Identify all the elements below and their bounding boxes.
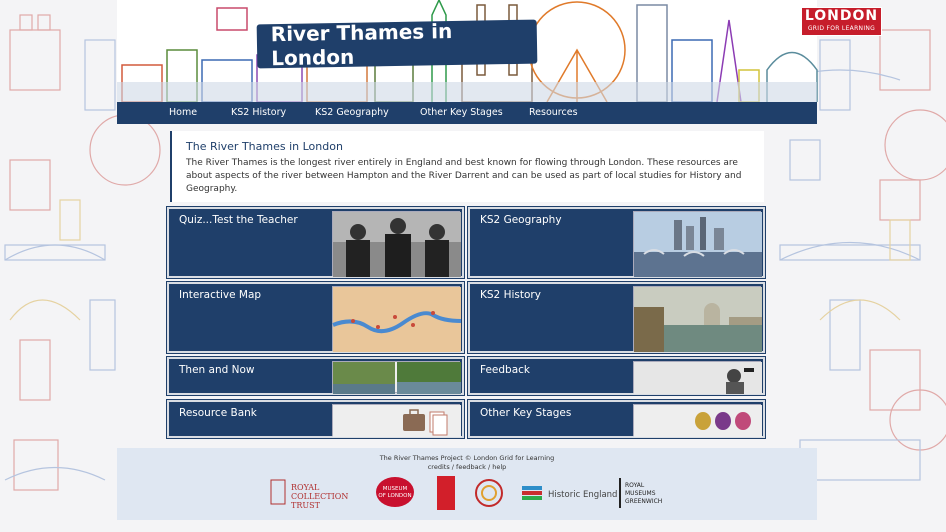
intro-panel xyxy=(170,131,764,202)
feedback-image xyxy=(633,361,761,393)
nav-resources[interactable]: Resources xyxy=(529,107,578,118)
svg-text:MUSEUM: MUSEUM xyxy=(382,486,408,492)
svg-text:ROYAL: ROYAL xyxy=(291,483,320,492)
policemen-photo xyxy=(332,211,460,276)
museum-of-london-logo[interactable] xyxy=(375,476,415,510)
footer-links[interactable]: credits / feedback / help xyxy=(427,463,507,471)
map-image xyxy=(332,286,460,351)
mcc-logo[interactable] xyxy=(474,476,504,510)
svg-text:TRUST: TRUST xyxy=(291,501,320,510)
resource-bank-thumb xyxy=(332,404,460,436)
logo-line2: GRID FOR LEARNING xyxy=(807,25,876,32)
partner-logos xyxy=(117,476,817,512)
intro-body: The River Thames is the longest river entirely in England and best known for flowing through London. These resources are about aspects of the river between Hampton and the River Darrent and can be used as part of local studies for History and Geography. xyxy=(186,158,742,194)
tile-quiz-label: Quiz...Test the Teacher xyxy=(179,214,298,226)
tile-quiz[interactable] xyxy=(167,207,464,278)
tile-ks2-geography[interactable] xyxy=(468,207,765,278)
tile-interactive-map-label: Interactive Map xyxy=(179,289,262,301)
intro-heading: The River Thames in London xyxy=(186,140,343,153)
tile-interactive-map[interactable] xyxy=(167,282,464,353)
tile-resource-bank-label: Resource Bank xyxy=(179,407,257,419)
lgfl-logo[interactable] xyxy=(801,7,882,36)
nav-other-key-stages[interactable]: Other Key Stages xyxy=(420,107,503,118)
svg-text:ROYAL: ROYAL xyxy=(625,482,645,489)
tile-other-key-stages[interactable] xyxy=(468,400,765,438)
nav-ks2-history[interactable]: KS2 History xyxy=(231,107,287,118)
head-silhouettes xyxy=(633,404,761,436)
nav-home[interactable]: Home xyxy=(169,107,198,118)
svg-text:OF LONDON: OF LONDON xyxy=(378,493,412,499)
tile-ks2-history-label: KS2 History xyxy=(480,289,541,301)
header-banner xyxy=(117,0,879,102)
site-title[interactable]: River Thames in London xyxy=(257,20,538,69)
tile-ks2-history[interactable] xyxy=(468,282,765,353)
footer-credit: The River Thames Project © London Grid for Learning xyxy=(379,454,555,462)
tile-then-and-now[interactable] xyxy=(167,357,464,395)
svg-text:COLLECTION: COLLECTION xyxy=(291,492,349,501)
documents-icon xyxy=(430,412,447,435)
riverbank-photos xyxy=(332,361,460,393)
tile-feedback-label: Feedback xyxy=(480,364,531,376)
tile-other-key-stages-label: Other Key Stages xyxy=(480,407,572,419)
tile-feedback[interactable] xyxy=(468,357,765,395)
footer xyxy=(117,448,817,520)
tile-then-and-now-label: Then and Now xyxy=(179,364,255,376)
british-library-logo[interactable] xyxy=(437,476,455,510)
svg-text:Historic England: Historic England xyxy=(548,490,618,500)
royal-museums-greenwich-logo[interactable] xyxy=(619,476,674,510)
historic-england-logo[interactable] xyxy=(522,476,617,510)
logo-line1: LONDON xyxy=(804,8,879,24)
main-nav xyxy=(117,102,817,124)
royal-collection-trust-logo[interactable] xyxy=(269,476,364,510)
canaletto-painting xyxy=(633,286,761,351)
nav-ks2-geography[interactable]: KS2 Geography xyxy=(315,107,389,118)
tile-resource-bank[interactable] xyxy=(167,400,464,438)
svg-text:GREENWICH: GREENWICH xyxy=(625,498,663,505)
tile-ks2-geography-label: KS2 Geography xyxy=(480,214,562,226)
svg-text:MUSEUMS: MUSEUMS xyxy=(625,490,656,497)
thames-barrier-photo xyxy=(633,211,761,276)
